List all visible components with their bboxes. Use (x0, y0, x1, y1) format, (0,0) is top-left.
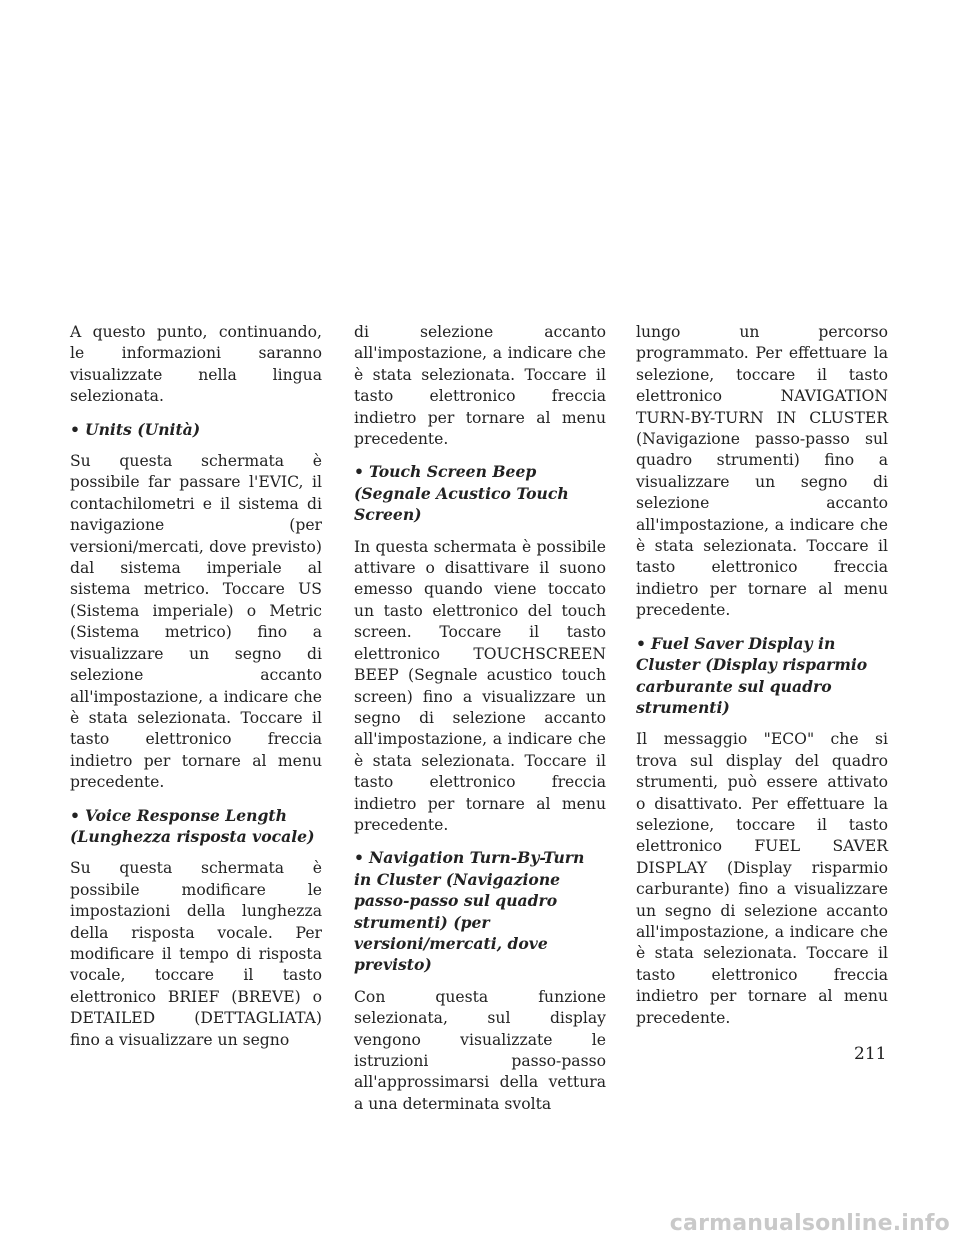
units-paragraph: Su questa schermata è possibile far passare l'EVIC, il contachilometri e il sistema di navigazione (per versioni/mercati, dove previsto) dal sistema imperiale al sistema metrico. Toccare US (Sistema imperiale) o Metric (Sistema metrico) fino a visualizzare un segno di selezione accanto all'impostazione, a indicare che è stata selezionata. Toccare il tasto elettronico freccia indietro per tornare al menu precedente. (70, 452, 322, 792)
touch-screen-beep-heading-text: Touch Screen Beep (Segnale Acustico Touch Screen) (354, 462, 569, 525)
text-column-1 (70, 322, 322, 1062)
voice-response-paragraph: Su questa schermata è possibile modificare le impostazioni della lunghezza della risposta vocale. Per modificare il tempo di risposta vocale, toccare il tasto elettronico BRIEF (BREVE) o DETAILED (DETTAGLIATA) fino a visualizzare un segno (70, 859, 322, 1049)
voice-response-heading (70, 805, 322, 848)
text-column-2 (354, 322, 606, 1126)
navigation-turn-by-turn-paragraph: Con questa funzione selezionata, sul display vengono visualizzate le istruzioni passo-passo all'approssimarsi della vettura a una determinata svolta (354, 987, 606, 1113)
touch-screen-beep-paragraph: In questa schermata è possibile attivare o disattivare il suono emesso quando viene toccato un tasto elettronico del touch screen. Toccare il tasto elettronico TOUCHSCREEN BEEP (Segnale acustico touch screen) fino a visualizzare un segno di selezione accanto all'impostazione, a indicare che è stata selezionata. Toccare il tasto elettronico freccia indietro per tornare al menu precedente. (354, 537, 606, 834)
bullet-icon: • (70, 419, 80, 439)
units-heading (70, 419, 322, 440)
bullet-icon: • (354, 848, 364, 868)
navigation-turn-by-turn-heading-text: Navigation Turn-By-Turn in Cluster (Navigazione passo-passo sul quadro strumenti) (per versioni/mercati, dove previsto) (354, 848, 585, 975)
fuel-saver-heading-text: Fuel Saver Display in Cluster (Display risparmio carburante sul quadro strumenti) (636, 633, 868, 717)
bullet-icon: • (70, 805, 80, 825)
touch-screen-beep-heading (354, 461, 606, 525)
voice-response-paragraph-continued: di selezione accanto all'impostazione, a indicare che è stata selezionata. Toccare il tasto elettronico freccia indietro per tornare al menu precedente. (354, 323, 606, 449)
text-column-3 (636, 322, 888, 1040)
navigation-turn-by-turn-paragraph-continued: lungo un percorso programmato. Per effettuare la selezione, toccare il tasto elettronico NAVIGATION TURN-BY-TURN IN CLUSTER (Navigazione passo-passo sul quadro strumenti) fino a visualizzare un segno di selezione accanto all'impostazione, a indicare che è stata selezionata. Toccare il tasto elettronico freccia indietro per tornare al menu precedente. (636, 323, 888, 620)
watermark-logo: carmanualsonline.info (669, 1211, 950, 1236)
bullet-icon: • (636, 633, 646, 653)
navigation-turn-by-turn-heading (354, 847, 606, 975)
fuel-saver-paragraph: Il messaggio "ECO" che si trova sul display del quadro strumenti, può essere attivato o disattivato. Per effettuare la selezione, toccare il tasto elettronico FUEL SAVER DISPLAY (Display risparmio carburante) fino a visualizzare un segno di selezione accanto all'impostazione, a indicare che è stata selezionata. Toccare il tasto elettronico freccia indietro per tornare al menu precedente. (636, 730, 888, 1027)
units-heading-text: Units (Unità) (84, 419, 201, 439)
bullet-icon: • (354, 462, 364, 482)
fuel-saver-heading (636, 633, 888, 719)
intro-paragraph: A questo punto, continuando, le informazioni saranno visualizzate nella lingua selezionata. (70, 323, 322, 406)
voice-response-heading-text: Voice Response Length (Lunghezza risposta vocale) (70, 805, 315, 846)
page-number: 211 (854, 1044, 887, 1064)
